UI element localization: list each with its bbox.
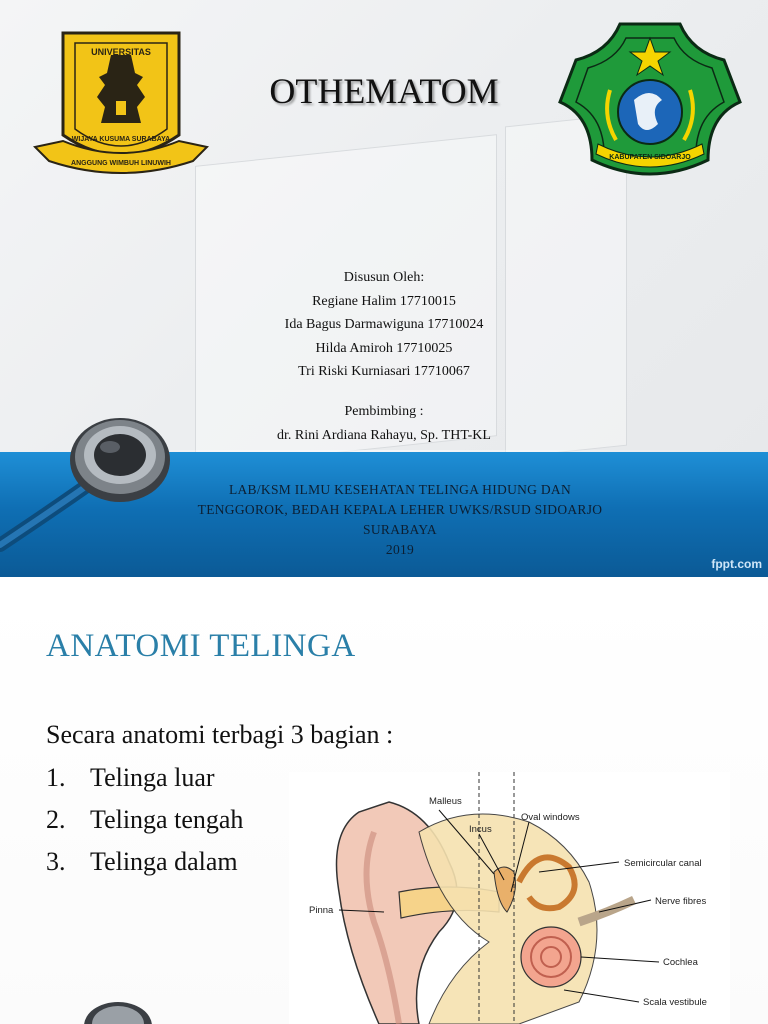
supervisor-name: dr. Rini Ardiana Rahayu, Sp. THT-KL: [277, 427, 491, 443]
list-item: [46, 802, 243, 844]
department-line: LAB/KSM ILMU KESEHATAN TELINGA HIDUNG DAN: [228, 482, 572, 497]
diagram-label-nerve: Nerve fibres: [655, 896, 707, 907]
list-number: 3.: [46, 847, 66, 876]
stethoscope-icon: [78, 1000, 158, 1024]
list-number: 1.: [46, 763, 66, 792]
diagram-label-semicircular: Semicircular canal: [624, 858, 702, 869]
list-label: Telinga dalam: [90, 847, 238, 876]
list-item: [46, 760, 243, 802]
author-name: Tri Riski Kurniasari 17710067: [298, 364, 470, 380]
department-line: TENGGOROK, BEDAH KEPALA LEHER UWKS/RSUD SIDOARJO: [197, 502, 603, 517]
department-city: SURABAYA: [363, 522, 437, 537]
diagram-label-pinna: Pinna: [309, 905, 334, 916]
svg-text:ANGGUNG WIMBUH LINUWIH: ANGGUNG WIMBUH LINUWIH: [71, 160, 171, 167]
supervisor-heading: Pembimbing :: [344, 403, 424, 419]
slide-gap: [0, 577, 768, 590]
list-item: [46, 844, 243, 886]
credits-heading: Disusun Oleh:: [343, 270, 425, 285]
diagram-label-incus: Incus: [469, 824, 492, 835]
ear-parts-list: [46, 760, 243, 886]
credits-block: [0, 266, 768, 447]
ear-anatomy-diagram: [289, 772, 730, 1024]
list-number: 2.: [46, 805, 66, 834]
watermark: fppt.com: [711, 557, 762, 571]
spacer: [0, 384, 768, 400]
svg-text:KABUPATEN SIDOARJO: KABUPATEN SIDOARJO: [609, 154, 691, 161]
list-label: Telinga tengah: [90, 805, 244, 834]
department-block: [70, 480, 730, 560]
slide-title: OTHEMATOM: [269, 71, 499, 111]
diagram-label-malleus: Malleus: [429, 796, 462, 807]
author-name: Ida Bagus Darmawiguna 17710024: [284, 317, 484, 333]
anatomy-slide: [0, 590, 768, 1024]
diagram-label-oval: Oval windows: [521, 812, 580, 823]
intro-text: Secara anatomi terbagi 3 bagian :: [46, 720, 394, 749]
department-year: 2019: [385, 542, 415, 557]
svg-text:WIJAYA KUSUMA SURABAYA: WIJAYA KUSUMA SURABAYA: [71, 136, 171, 143]
diagram-label-scala: Scala vestibule: [643, 997, 707, 1008]
author-name: Regiane Halim 17710015: [312, 293, 456, 309]
list-label: Telinga luar: [90, 763, 215, 792]
slide-title: ANATOMI TELINGA: [46, 628, 356, 664]
svg-text:UNIVERSITAS: UNIVERSITAS: [91, 47, 151, 57]
diagram-label-cochlea: Cochlea: [663, 957, 698, 968]
author-name: Hilda Amiroh 17710025: [315, 340, 453, 356]
